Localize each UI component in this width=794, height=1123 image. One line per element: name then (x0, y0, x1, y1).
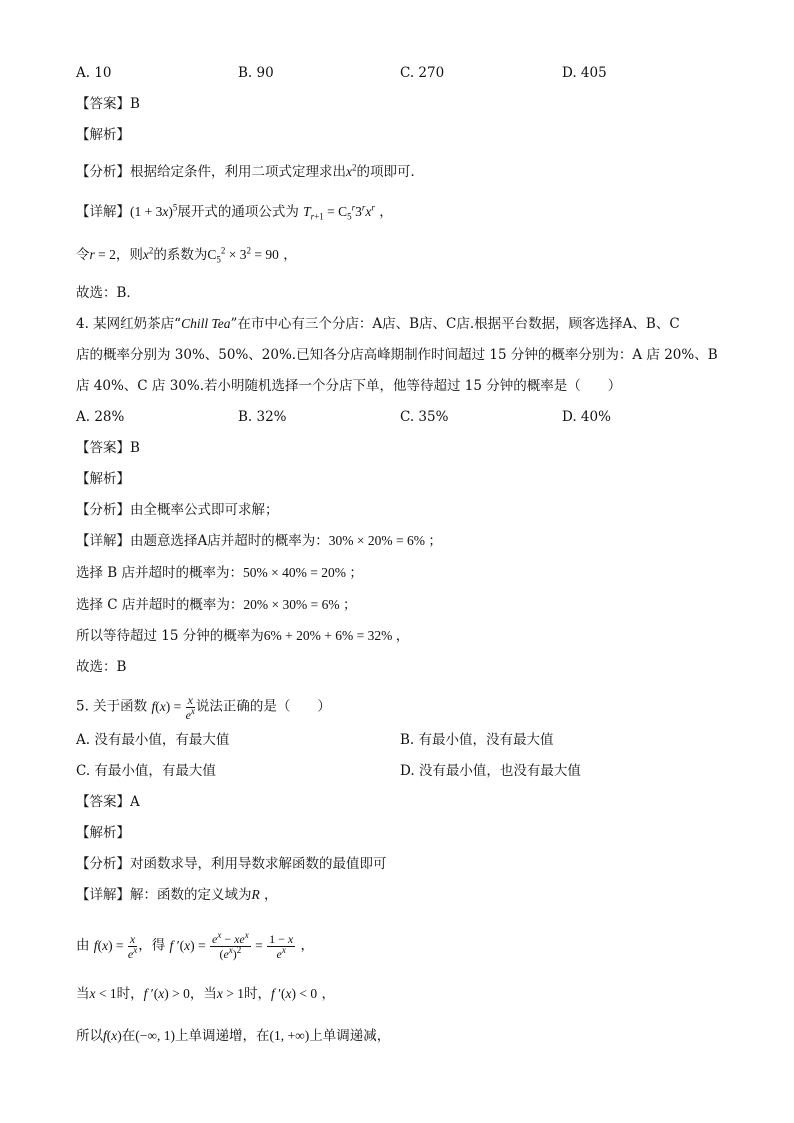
q3-ling-mid2: 的系数为 (153, 247, 208, 263)
q4-xiangjie-eq: 30% × 20% = 6% ； (328, 533, 442, 548)
q5-stem (76, 693, 331, 722)
math-interval-2: (1, +∞) (269, 1028, 310, 1043)
math-general-term: $T_{r+1} = C_5^r3^rx^r$ (303, 202, 375, 222)
q4-jiexi: 【解析】 (76, 471, 130, 487)
q4-line1-rest: ”在市中心有三个分店： (230, 316, 373, 332)
q5-xiangjie: 【详解】解：函数的定义域为R ， (76, 887, 278, 903)
q4-store: Chill Tea (181, 316, 231, 331)
q5-derivative-line: 由 f(x) = $\frac{x}{e^x}$ ，得 f ′(x) = $\frac{e^x - xe^x}{(e^x)^2}$ = $\frac{1 - x}{e^x}$ ， (76, 930, 315, 961)
q4-option-b: B. 32% (238, 409, 287, 425)
q4-c-eq: 20% × 30% = 6% ； (243, 597, 357, 612)
q4-sum-text: 所以等待超过 15 分钟的概率为 (76, 628, 264, 644)
q5-option-a: A. 没有最小值，有最大值 (76, 732, 230, 748)
math-fprime-neg: f ′(x) < 0 (270, 986, 318, 1001)
q3-xiangjie-mid: 展开式的通项公式为 (177, 204, 299, 220)
math-fprime-pos: f ′(x) > 0 (143, 986, 190, 1001)
q3-ling-label: 令 (76, 247, 90, 263)
q5-stem-pre: 5. 关于函数 (76, 698, 148, 715)
math-derivative: f ′(x) = $\frac{e^x - xe^x}{(e^x)^2}$ = $\frac{1 - x}{e^x}$ (169, 930, 294, 961)
q5-de: ，得 (138, 937, 166, 954)
q4-option-d: D. 40% (562, 409, 611, 425)
q5-option-d: D. 没有最小值，也没有最大值 (400, 763, 581, 779)
q3-answer: 【答案】B (76, 96, 140, 112)
q5-stem-post: 说法正确的是（ ） (195, 698, 331, 715)
q5-option-c: C. 有最小值，有最大值 (76, 763, 216, 779)
q3-guxuan: 故选：B． (76, 285, 140, 301)
q4-stem-line3: 店 40%、C 店 30%.若小明随机选择一个分店下单，他等待超过 15 分钟的概率是（ ） (76, 378, 622, 394)
math-x2: $x^2$ (346, 162, 357, 179)
q4-xiangjie (76, 532, 442, 550)
q5-option-b: B. 有最小值，没有最大值 (400, 732, 554, 748)
q3-xiangjie: 【详解】$(1 + 3x)^5$展开式的通项公式为 $T_{r+1} = C_5^r3^rx^r$ ， (76, 202, 393, 222)
q5-suoyi-tail: 上单调递减， (309, 1028, 391, 1044)
q4-stem-line2: 店的概率分别为 30%、50%、20%.已知各分店高峰期制作时间超过 15 分钟的概率分别为：A 店 20%、B (76, 347, 718, 363)
q5-suoyi-mid2: 上单调递增，在 (175, 1028, 270, 1044)
q3-fenxi-text: 根据给定条件，利用二项式定理求出 (130, 164, 346, 180)
q4-option-a: A. 28% (76, 409, 125, 425)
q5-sign-line: 当x < 1时，f ′(x) > 0，当x > 1时，f ′(x) < 0 ， (76, 986, 335, 1002)
math-interval-1: (−∞, 1) (135, 1028, 175, 1043)
q3-fenxi (76, 163, 424, 181)
q4-line1-b: A店、B店、C店.根据平台数据，顾客选择A、B、C (372, 316, 680, 332)
q4-option-c: C. 35% (400, 409, 449, 425)
q4-sum-line (76, 627, 409, 645)
q3-option-d: D. 405 (562, 65, 607, 81)
q4-answer: 【答案】B (76, 440, 140, 456)
q3-jiexi: 【解析】 (76, 127, 130, 143)
math-fx-def: f(x) = $\frac{x}{e^x}$ (151, 693, 195, 722)
q4-c-line (76, 596, 357, 614)
q4-b-line (76, 564, 363, 582)
q5-suoyi: 所以 (76, 1028, 103, 1044)
math-fx: f(x) (103, 1028, 122, 1043)
q4-stem-line1 (76, 315, 680, 333)
q4-line1: 4. 某网红奶茶店“ (76, 316, 182, 332)
q5-jiexi: 【解析】 (76, 825, 130, 841)
q4-sum-eq: 6% + 20% + 6% = 32% ， (263, 628, 410, 643)
q5-answer: 【答案】A (76, 794, 140, 810)
math-fx-def-2: f(x) = $\frac{x}{e^x}$ (93, 932, 138, 961)
math-x2-b: $x^2$ (142, 245, 154, 262)
math-x-gt-1: x > 1 (216, 986, 244, 1001)
q5-monotonic-line (76, 1027, 390, 1045)
q3-fenxi-label: 【分析】 (76, 164, 130, 180)
q3-ling-mid: ，则 (115, 247, 143, 263)
q3-option-a: A. 10 (76, 65, 112, 81)
q3-xiangjie-label: 【详解】 (76, 204, 130, 220)
q5-xiangjie-text: 【详解】解：函数的定义域为 (76, 887, 252, 903)
math-r-eq-2: r = 2 (89, 247, 116, 262)
q4-b-text: 选择 B 店并超时的概率为： (76, 565, 244, 581)
q3-fenxi-tail: 的项即可． (356, 164, 424, 180)
math-binomial: $(1 + 3x)^5$ (130, 202, 178, 219)
math-coeff: $C_5^2 \times 3^2 = 90$ (207, 245, 279, 265)
q5-dang2: ，当 (189, 986, 217, 1002)
q5-fenxi: 【分析】对函数求导，利用导数求解函数的最值即可 (76, 856, 387, 872)
q3-option-c: C. 270 (400, 65, 445, 81)
q4-guxuan: 故选：B (76, 659, 127, 675)
q5-suoyi-mid: 在 (121, 1028, 136, 1044)
q4-b-eq: 50% × 40% = 20% ； (243, 565, 363, 580)
q3-ling: 令r = 2，则$x^2$的系数为$C_5^2 \times 3^2 = 90$ ， (76, 245, 297, 265)
q5-you: 由 (76, 937, 90, 954)
q4-c-text: 选择 C 店并超时的概率为： (76, 597, 244, 613)
math-x-lt-1: x < 1 (89, 986, 117, 1001)
q5-domain: R (251, 887, 260, 902)
q5-dang1: 当 (76, 986, 90, 1002)
q3-option-b: B. 90 (238, 65, 274, 81)
q4-fenxi: 【分析】由全概率公式即可求解； (76, 502, 279, 518)
q4-xiangjie-text: 【详解】由题意选择A店并超时的概率为： (76, 533, 329, 549)
